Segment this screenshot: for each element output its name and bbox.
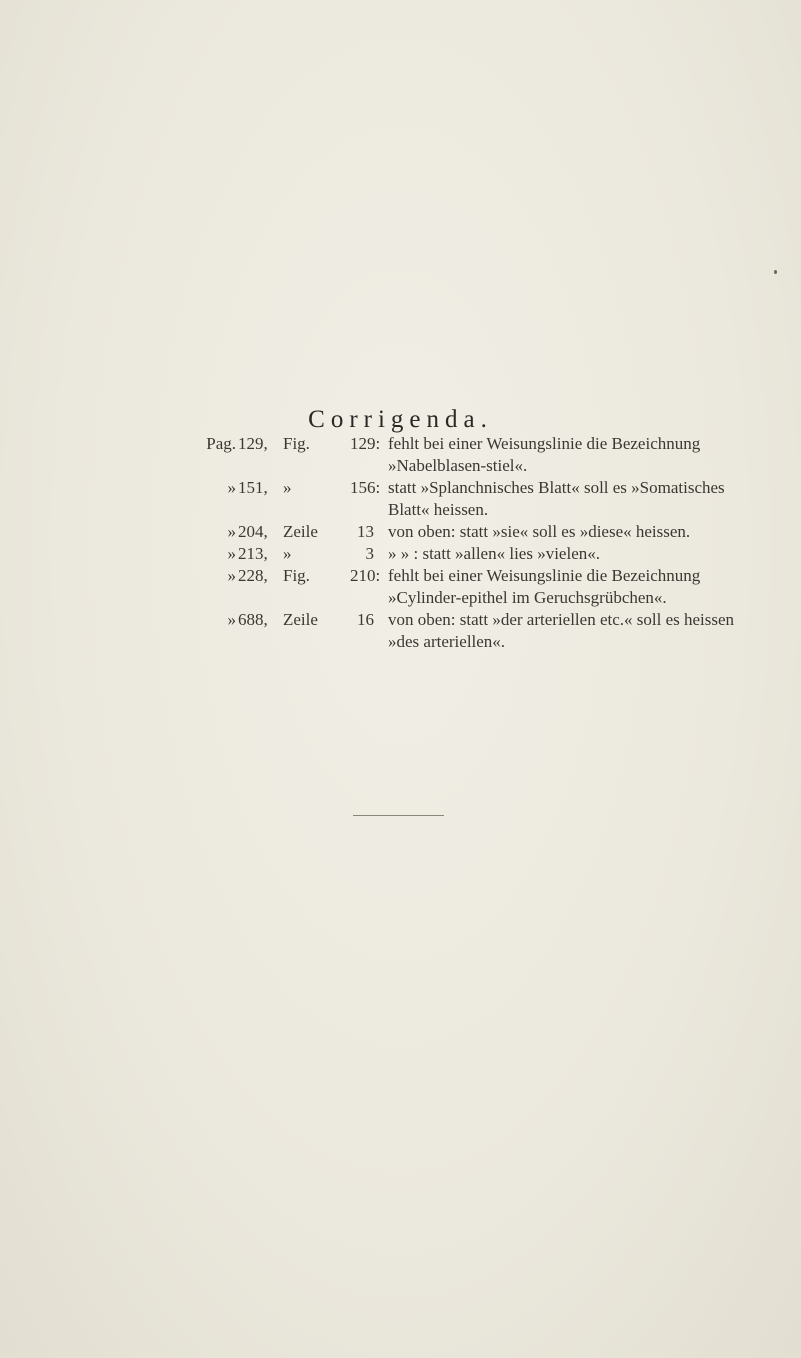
page-title: Corrigenda. (308, 406, 493, 433)
entry-page: 151, (238, 478, 268, 497)
entry-kind: » (283, 478, 292, 497)
entry-number: 156: (350, 478, 381, 497)
entry-kind: » (283, 544, 292, 563)
entry-prefix: Pag. (206, 434, 236, 453)
corrigenda-entry (0, 543, 801, 565)
entry-text: von oben: statt »sie« soll es »diese« heissen. (388, 522, 691, 541)
corrigenda-entry (0, 609, 801, 653)
entry-text: fehlt bei einer Weisungslinie die Bezeichnung »Nabelblasen-stiel«. (388, 434, 701, 475)
entry-text: statt »Splanchnisches Blatt« soll es »Somatisches Blatt« heissen. (388, 478, 725, 519)
entry-kind: Zeile (283, 522, 318, 541)
entry-prefix: » (227, 522, 236, 541)
entry-page: 129, (238, 434, 268, 453)
entry-prefix: » (227, 610, 236, 629)
entry-text: von oben: statt »der arteriellen etc.« soll es heissen »des arteriellen«. (388, 610, 735, 651)
corrigenda-entry (0, 565, 801, 609)
entry-prefix: » (227, 566, 236, 585)
entry-number: 16 (357, 610, 374, 629)
entry-number: 210: (350, 566, 381, 585)
entry-page: 204, (238, 522, 268, 541)
corrigenda-entry (0, 477, 801, 521)
entry-text: fehlt bei einer Weisungslinie die Bezeichnung »Cylinder-epithel im Geruchsgrübchen«. (388, 566, 701, 607)
entry-page: 688, (238, 610, 268, 629)
horizontal-rule (353, 815, 444, 816)
corrigenda-entry (0, 521, 801, 543)
entry-kind: Zeile (283, 610, 318, 629)
ink-dot (774, 270, 777, 274)
entry-kind: Fig. (283, 434, 310, 453)
corrigenda-entry (0, 433, 801, 477)
entry-prefix: » (227, 544, 236, 563)
entry-number: 129: (350, 434, 381, 453)
entry-number: 3 (365, 544, 374, 563)
entry-kind: Fig. (283, 566, 310, 585)
entry-page: 213, (238, 544, 268, 563)
entry-number: 13 (357, 522, 374, 541)
entry-page: 228, (238, 566, 268, 585)
entry-prefix: » (227, 478, 236, 497)
entry-text: » » : statt »allen« lies »vielen«. (388, 544, 600, 563)
